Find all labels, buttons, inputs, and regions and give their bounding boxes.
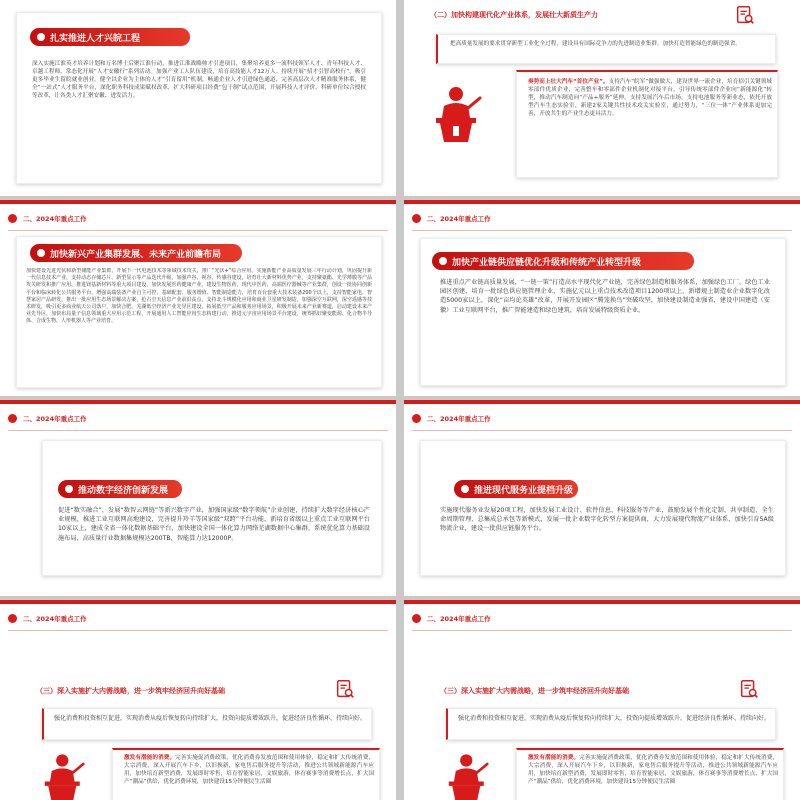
- speaker-podium-icon: [440, 750, 496, 800]
- slide-modern-industry[interactable]: [404, 0, 800, 196]
- header-dot-icon: [412, 614, 421, 623]
- speaker-podium-icon: [36, 750, 92, 800]
- header-bar: [0, 400, 396, 404]
- header-title: 二、2024年重点工作: [427, 414, 491, 423]
- slide-talent-project[interactable]: [0, 0, 396, 196]
- body-text: 促进“数实融合”，发展“数智云网链”等新兴数字产业，加强国家级“数字领航”企业创建，持续扩大数字经济核心产业规模，推进工业互联网高地建设，完善提升羚羊等国家级“双跨”平台功能，新培育省级以上重点工业互联网平台10家以上，建成全省一体化数据基础平台，加快建设全国一体化算力网络芜湖数据中心集群，系统优化算力基础设施布局，高质量行业数据集规模达200TB，智能算力达12000P。: [58, 507, 370, 542]
- slide-modern-services[interactable]: [404, 400, 800, 596]
- slide-domestic-demand-copy[interactable]: [404, 600, 800, 800]
- detail-body: 完善实施促消费政策，优化消费券发放范围和使用体验，稳定和扩大传统消费，大宗消费，深入开展汽车下乡，以旧换新，家电售后服务提升等活动，推进公共领域新能源汽车应用，加快培育新型消费，发展即时零售，培育智能家居，文娱旅游，体育赛事等消费增长点，扩大国产“潮品”供给，优化消费环境，加快建设15分钟便民生活圈: [528, 755, 778, 785]
- document-search-icon: [734, 4, 756, 26]
- detail-highlight: 激发有潜能的消费。: [124, 755, 176, 761]
- section-title-pill: [454, 480, 578, 498]
- header-dot-icon: [8, 214, 17, 223]
- document-search-icon: [334, 678, 356, 700]
- speaker-podium-icon: [426, 82, 490, 146]
- header-bar: [404, 600, 800, 604]
- detail-highlight: 激发有潜能的消费。: [528, 755, 580, 761]
- bullet-dot-icon: [65, 485, 73, 493]
- body-text: 实施现代服务业发展20项工程，加快发展工业设计、软件信息、科技服务等产业，鼓励发展个性化定制、共享制造、全生命周期管理、总集成总承包等新模式，发展一批企业数字化转型方案提供商，大力发展现代物流产业体系，加快引育5A级物流企业，建设一批供应链服务平台。: [440, 507, 774, 533]
- bullet-dot-icon: [37, 33, 45, 41]
- detail-text: [528, 78, 772, 174]
- header-divider: [412, 630, 792, 631]
- detail-body: 完善实施促消费政策，优化消费券发放范围和使用体验，稳定和扩大传统消费，大宗消费，深入开展汽车下乡，以旧换新，家电售后服务提升等活动，推进公共领域新能源汽车应用，加快培育新型消费，发展即时零售，培育智能家居，文娱旅游，体育赛事等消费增长点，扩大国产“潮品”供给，优化消费环境，加快建设15分钟便民生活圈: [124, 755, 374, 785]
- slide-header: [8, 610, 87, 626]
- intro-text: 把高质量发展的要求贯穿新型工业化全过程，建设具有国际竞争力的先进制造业集群，加快打造智能绿色的制造强省。: [450, 41, 741, 47]
- section-subtitle: （二）加快构建现代化产业体系，发展壮大新质生产力: [430, 11, 598, 19]
- body-text: 加快建设先进光伏和新型储能产业集群，开展下一代电池技术等领域技术攻关，推广“光伏+”综合应用。实施新能产业高质量发展三年行动计划，巩固提升新一代信息技术产业，支持动态存储芯片、新型显示等产品迭代升级，加强声谷、视谷、传感谷建设，培育壮大新材料优势产业，支持聚氨酯、光学薄膜等产品攻关研发和推广应用，推进镁基新材料等重大项目建设，加快发展医药健康产业，建设生物医药、现代中医药、高端医疗器械等产业集群，创设一批协同创新平台和临床转化公共服务平台，增强高端装备产业自主可控、基础配套、服务增值、智能制造能力，培育百台套重大技术装备200个以上，支持智能家电、智慧家居产品研发，推出一批应用生态场景解决方案，抢占空天信息产业前沿高点，支持北斗规模化应用和商业卫星研发制造，加强深空互联网，深空遥感等技术研发，吸引更多商业航天公司落户，加快合肥、芜湖低空经济产业先导区建设，拓展低空产品和服务应用场景，积极开展未来产业新赛道，启动建设未来产业先导区，加快布局量子信息领域重大应用示范工程，开展通用人工智能应用生态构建行动，推进元宇宙应用场景平台建设，统筹抓好聚变能源、化合物半导体、合成生物、人形机器人等产业培育。: [26, 268, 372, 325]
- section-title: 扎实推进人才兴皖工程: [50, 33, 141, 44]
- section-title: 推进现代服务业提档升级: [474, 485, 574, 496]
- detail-text: [528, 754, 778, 800]
- bullet-dot-icon: [37, 249, 45, 257]
- section-title: 加快产业链供应链优化升级和传统产业转型升级: [452, 257, 642, 268]
- slide-supply-chain[interactable]: [404, 200, 800, 396]
- slide-header: [8, 210, 87, 226]
- header-dot-icon: [8, 614, 17, 623]
- header-title: 二、2024年重点工作: [23, 614, 87, 623]
- header-bar: [0, 600, 396, 604]
- header-dot-icon: [412, 414, 421, 423]
- slide-emerging-industries[interactable]: [0, 200, 396, 396]
- header-bar: [404, 200, 800, 204]
- slide-domestic-demand[interactable]: [0, 600, 396, 800]
- bullet-dot-icon: [461, 485, 469, 493]
- slide-digital-economy[interactable]: [0, 400, 396, 596]
- section-title-pill: [58, 480, 182, 498]
- slide-header: [412, 610, 491, 626]
- header-divider: [412, 430, 792, 431]
- section-title-pill: [432, 252, 694, 270]
- bullet-dot-icon: [439, 257, 447, 265]
- header-divider: [412, 230, 792, 231]
- detail-body: 支持汽车“皖军”做强做大，建设世界一流企业，培育招引关键领域零部件优质企业，完善整车和零部件企业机制化对接平台，引导传统零部件企业向“新能源化”转型，推动汽车制造向“产品+服务”延伸，支持发展汽车后市场，支持电池服务等新业态，依托开放型汽车生态实验室，新建2家关键共性技术攻关实验室，通过努力，“三位一体”产业体系更加完善，开放共生的产业生态更具活力。: [528, 79, 772, 117]
- header-title: 二、2024年重点工作: [427, 614, 491, 623]
- slide-header: [412, 410, 491, 426]
- header-dot-icon: [8, 414, 17, 423]
- header-title: 二、2024年重点工作: [23, 214, 87, 223]
- section-title-pill: [30, 28, 190, 46]
- header-dot-icon: [412, 214, 421, 223]
- section-subtitle: （三）深入实施扩大内需战略，进一步筑牢经济回升向好基础: [440, 687, 629, 695]
- section-subtitle: （三）深入实施扩大内需战略，进一步筑牢经济回升向好基础: [36, 687, 225, 695]
- header-divider: [8, 630, 388, 631]
- body-text: 推进重点产业链高质量发展，“一链一策”打造高水平现代化产业链，完善绿色制造和服务体系，加强绿色工厂、绿色工业园区创建，培育一批绿色供应链管理企业，实施亿元以上重点技术改造项目1200项以上，新增规上制造业企业数字化改造5000家以上，深化“亩均论英雄”改革，开展开发园区“腾笼换鸟”突破攻坚，加快建设制造业强省，建设中国建造（安徽）工业互联网平台，推广智能建造和绿色建筑，培育发展特级资质企业。: [440, 279, 770, 314]
- header-divider: [8, 430, 388, 431]
- detail-text: [124, 754, 374, 800]
- header-bar: [404, 400, 800, 404]
- section-title: 推动数字经济创新发展: [78, 485, 169, 496]
- header-bar: [0, 200, 396, 204]
- section-title: 加快新兴产业集群发展、未来产业前瞻布局: [50, 249, 222, 260]
- section-title-pill: [30, 244, 242, 262]
- body-text: 深入实施江淮英才培养计划和万名博士后聚江淮行动，推进江淮战略帅才引进项目，集聚培养更多一流科技领军人才、青年科技人才、卓越工程师、常态化开展“人才安徽行”系列活动。加强产业工人队伍建设，培育高技能人才12万人。持续开展“招才引智高校行”，吸引更多毕业生留皖就业创业。健全以企业为主体的人才“引育留用”机制，畅通企业人才引进绿色通道，完善高层次人才精准服务体系，健全“一站式”人才服务平台，深化职务科技成果赋权改革，扩大科研项目经费“包干制”试点范围，开展科技人才评价、科研单位综合授权等改革，让各类人才汇聚安徽、进发活力。: [32, 61, 366, 99]
- slide-header: [412, 210, 491, 226]
- header-title: 二、2024年重点工作: [23, 414, 87, 423]
- intro-text: 强化消费和投资相互促进，实现消费从疫后恢复转向持续扩大，投资向提质增效跃升，促进经济良性循环、持续向好。: [458, 715, 770, 722]
- header-title: 二、2024年重点工作: [427, 214, 491, 223]
- intro-text: 强化消费和投资相互促进，实现消费从疫后恢复转向持续扩大，投资向提质增效跃升，促进经济良性循环、持续向好。: [54, 715, 366, 722]
- document-search-icon: [738, 678, 760, 700]
- header-divider: [8, 230, 388, 231]
- slide-header: [8, 410, 87, 426]
- detail-highlight: 奏势而上壮大汽车“首位产业”。: [528, 79, 609, 85]
